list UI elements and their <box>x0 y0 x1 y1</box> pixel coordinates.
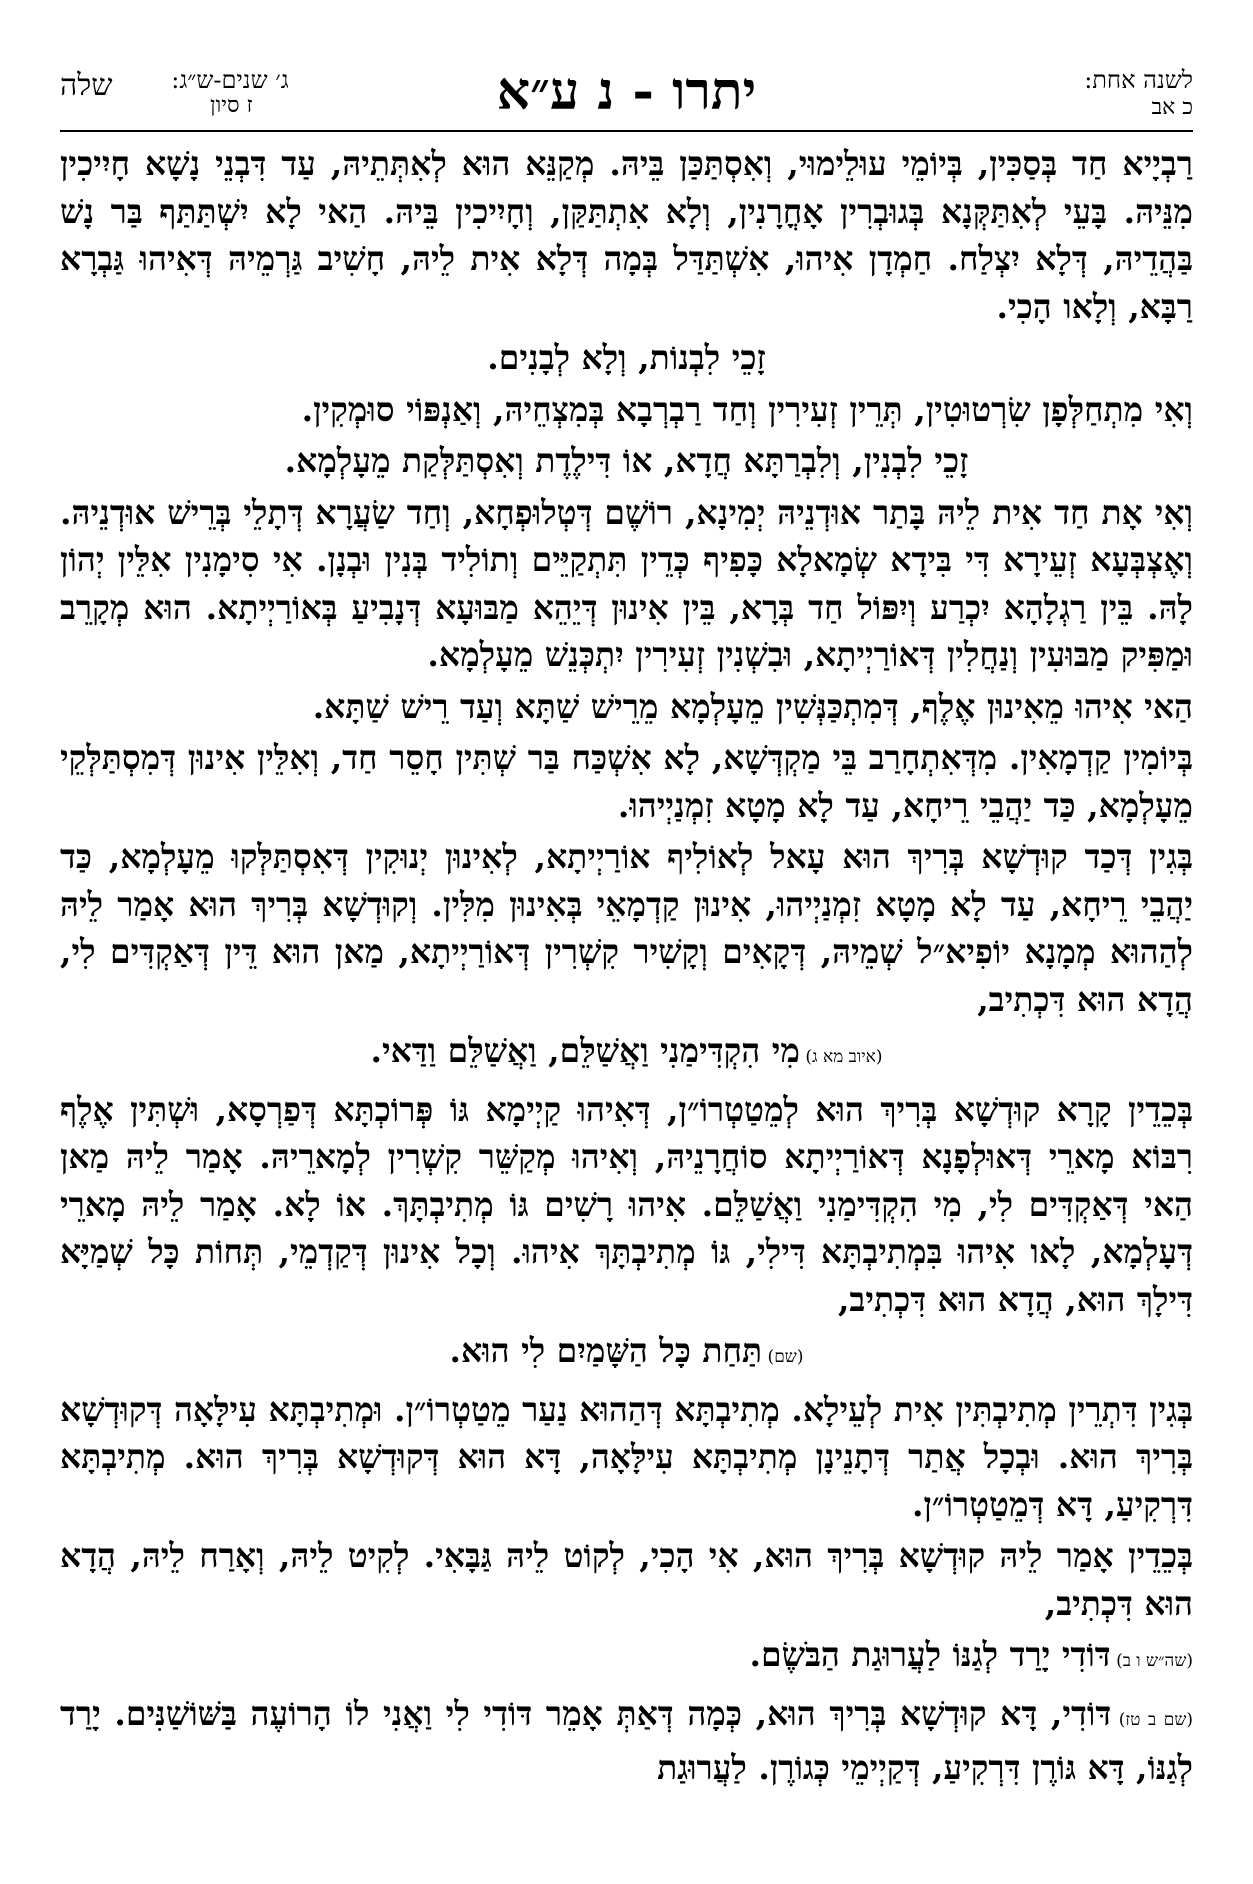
text-paragraph <box>60 334 1193 382</box>
source-reference: (שה״ש ו ב) <box>1110 1651 1193 1671</box>
text-paragraph <box>60 1086 1193 1324</box>
paragraph-text: בְּכֵדֵין אָמַר לֵיהּ קוּדְשָׁא בְּרִיךְ הוּא, אִי הָכִי, לְקוֹט לֵיהּ גַּבָּאִי. לְקִיט לֵיהּ, וְאָרַח לֵיהּ, הֲדָא הוּא דִּכְתִיב, <box>60 1536 1193 1623</box>
text-paragraph <box>60 683 1193 731</box>
page-header <box>60 60 1193 130</box>
text-paragraph <box>60 140 1193 330</box>
paragraph-text: וְאִי אָת חַד אִית לֵיהּ בָּתַר אוּדְנֵיהּ יְמִינָא, רוֹשֶׁם דְּטְלוּפְחָא, וְחַד שַׂעֲרָא דְּתָלֵי בְּרֵישׁ אוּדְנֵיהּ. וְאֶצְבְּעָא זְעֵירָא דִּי בִּידָא שְׂמָאלָא כָּפִיף כְּדֵין תִּתְקַיֵּים וְתוֹלִיד בְּנִין וּבְנָן. אִי סִימָנִין אִלֵּין יְהוֹן לָהּ. בֵּין רַגְלָהָא יִכְרַע וְיִפּוֹל חַד בְּרָא, בֵּין אִינוּן דְּיֵהֵא מַבּוּעָא דְּנָבִיעַ בְּאוֹרַיְיתָא. הוּא מְקָרֵב וּמַפִּיק מַבּוּעִין וְנַחֲלִין דְּאוֹרַיְיתָא, וּבִשְׁנִין זְעִירִין יִתְכְּנֵשׁ מֵעָלְמָא. <box>60 492 1193 674</box>
text-body <box>60 140 1193 1796</box>
paragraph-text: תַּחַת כָּל הַשָּׁמַיִם לִי הוּא. <box>449 1331 763 1370</box>
text-paragraph <box>60 1631 1193 1686</box>
text-paragraph <box>60 1027 1193 1082</box>
text-paragraph <box>60 1327 1193 1382</box>
paragraph-text: מִי הִקְדִּימַנִי וַאֲשַׁלֵּם, וַאֲשַׁלֵּם וַדַּאי. <box>370 1031 800 1070</box>
header-divider <box>60 130 1193 132</box>
source-reference: (שם ב טז) <box>1111 1709 1193 1730</box>
paragraph-text: זָכֵי לִבְנוֹת, וְלָא לְבָנִים. <box>487 338 766 377</box>
header-one-year-schedule <box>1084 66 1193 122</box>
text-paragraph <box>60 1532 1193 1627</box>
header-three-year-date: ז סיון <box>210 93 253 118</box>
page-title: יתרו - נ ע״א <box>496 61 757 122</box>
source-reference: (איוב מא ג) <box>799 1047 883 1067</box>
text-paragraph <box>60 833 1193 1023</box>
header-one-year-date: כ אב <box>1151 95 1193 120</box>
text-paragraph <box>60 386 1193 434</box>
paragraph-text: רַבְיָיא חַד בְּסַכִּין, בְּיוֹמֵי עוּלֵימוּי, וְאִסְתַּכַּן בֵּיהּ. מְקַנֵּא הוּא לְאִתְּתֵיהּ, עַד דִּבְנֵי נָשָׁא חָיִיכִין מִנֵּיהּ. בָּעֵי לְאִתַּקְּנָא בְּגוּבְרִין אָחֳרָנִין, וְלָא אִתְתַּקַּן, וְחָיִיכִין בֵּיהּ. הַאי לָא יִשְׁתַּתַּף בַּר נָשׁ בַּהֲדֵיהּ, דְּלָא יִצְלַח. חַמְדָן אִיהוּ, אִשְׁתַּדַּל בְּמָה דְּלָא אִית לֵיהּ, חָשִׁיב גַּרְמֵיהּ דְּאִיהוּ גַּבְרָא רַבָּא, וְלָאו הָכִי. <box>60 144 1193 326</box>
paragraph-text: בְּגִין דִּתְרֵין מְתִיבְתִּין אִית לְעֵילָא. מְתִיבְתָּא דְּהַהוּא נַעַר מֵטַטְרוֹ״ן. וּמְתִיבְתָּא עִילָּאָה דְּקוּדְשָׁא בְּרִיךְ הוּא. וּבְכָל אֲתַר דְּתָנֵינָן מְתִיבְתָּא עִילָּאָה, דָּא הוּא דְּקוּדְשָׁא בְּרִיךְ הוּא. מְתִיבְתָּא דִּרְקִיעַ, דָּא דְּמֵטַטְרוֹ״ן. <box>60 1389 1193 1524</box>
header-three-year-label: ג׳ שנים-ש״ג: <box>171 66 289 94</box>
header-one-year-label: לשנה אחת: <box>1084 66 1193 94</box>
text-paragraph <box>60 1690 1193 1792</box>
paragraph-text: דּוֹדִי, דָּא קוּדְשָׁא בְּרִיךְ הוּא, כְּמָה דְּאַתְּ אָמֵר דּוֹדִי לִי וַאֲנִי לוֹ הָרוֹעֶה בַּשּׁוֹשַׁנִּים. יָרַד לְגַנּוֹ, דָּא גּוֹרֶן דִּרְקִיעַ, דְּקַיְימֵי כְּגוֹרֶן. לַעֲרוּגַת <box>60 1693 1193 1787</box>
text-paragraph <box>60 489 1193 679</box>
text-paragraph <box>60 437 1193 485</box>
paragraph-text: הַאי אִיהוּ מֵאִינוּן אֶלֶף, דְּמִתְכַּנְּשִׁין מֵעָלְמָא מֵרֵישׁ שַׁתָּא וְעַד רֵישׁ שַׁתָּא. <box>312 686 1193 726</box>
paragraph-text: דּוֹדִי יָרַד לְגַנּוֹ לַעֲרוּגַת הַבֹּשֶׂם. <box>749 1635 1111 1674</box>
paragraph-text: בְּכֵדֵין קָרָא קוּדְשָׁא בְּרִיךְ הוּא לְמֵטַטְרוֹ״ן, דְּאִיהוּ קַיְימָא גּוֹ פְּרוֹכְתָּא דְּפַרְסָא, וּשְׁתִּין אֶלֶף רִבּוֹא מָארֵי דְּאוּלְפָנָא דְּאוֹרַיְיתָא סוֹחֲרָנֵיהּ, וְאִיהוּ מְקַשֵּׁר קִשְׁרִין לְמָארֵיהּ. אָמַר לֵיהּ מַאן הַאי דְּאַקְדִּים לִי, מִי הִקְדִּימַנִי וַאֲשַׁלֵּם. אִיהוּ רָשִׁים גּוֹ מְתִיבְתָּךְ. אוֹ לָא. אָמַר לֵיהּ מָארֵי דְּעָלְמָא, לָאו אִיהוּ בִּמְתִיבְתָּא דִּילִי, גּוֹ מְתִיבְתָּךְ אִיהוּ. וְכָל אִינוּן דְּקַדְמֵי, תְּחוֹת כָּל שְׁמַיָּא דִּילָךְ הוּא, הֲדָא הוּא דִּכְתִיב, <box>60 1089 1193 1319</box>
paragraph-text: בְּגִין דְּכַד קוּדְשָׁא בְּרִיךְ הוּא עָאל לְאוֹלִיף אוֹרַיְיתָא, לְאִינוּן יְנוּקִין דְּאִסְתַּלְּקוּ מֵעָלְמָא, כַּד יַהֲבֵי רֵיחָא, עַד לָא מָטָא זִמְנַיְיהוּ, אִינוּן קַדְמָאֵי בְּאִינוּן מִלִּין. וְקוּדְשָׁא בְּרִיךְ הוּא אָמַר לֵיהּ לְהַהוּא מְמָנָא יוֹפִיא״ל שְׁמֵיהּ, דְּקָאִים וְקָשִׁיר קִשְׁרִין דְּאוֹרַיְיתָא, מַאן הוּא דֵּין דְּאַקְדִּים לִי, הֲדָא הוּא דִּכְתִיב, <box>60 837 1193 1019</box>
text-paragraph <box>60 734 1193 829</box>
source-reference: (שם) <box>762 1347 804 1367</box>
paragraph-text: בְּיוֹמִין קַדְמָאִין. מִדְּאִתְחָרַב בֵּי מַקְדְּשָׁא, לָא אִשְׁכַּח בַּר שְׁתִּין חָסֵר חַד, וְאִלֵּין אִינוּן דְּמִסְתַּלְּקֵי מֵעָלְמָא, כַּד יַהֲבֵי רֵיחָא, עַד לָא מָטָא זִמְנַיְיהוּ. <box>60 738 1193 825</box>
text-paragraph <box>60 1386 1193 1529</box>
paragraph-text: וְאִי מִתְחַלְּפָן שִׂרְטוּטִין, תְּרֵין זְעִירִין וְחַד רַבְרְבָא בְּמִצְחֵיהּ, וְאַנְפּוֹי סוּמְקִין. <box>301 389 1193 429</box>
header-parsha-label: שלה <box>60 68 113 103</box>
paragraph-text: זָכֵי לִבְנִין, וְלִבְרַתָּא חֲדָא, אוֹ דִּילֶדֶת וְאִסְתַּלְּקַת מֵעָלְמָא. <box>284 441 969 480</box>
